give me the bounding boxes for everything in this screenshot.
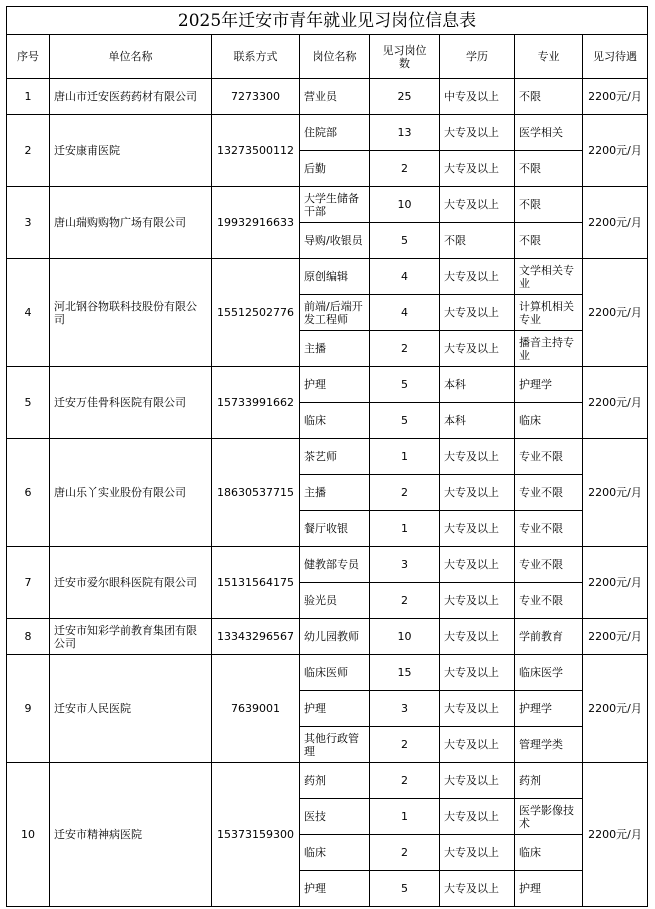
position-name: 原创编辑 — [300, 259, 370, 295]
education: 大专及以上 — [440, 439, 515, 475]
company-name: 迁安市知彩学前教育集团有限公司 — [50, 619, 212, 655]
education: 大专及以上 — [440, 511, 515, 547]
position-count: 2 — [370, 835, 440, 871]
education: 大专及以上 — [440, 871, 515, 907]
major: 学前教育 — [515, 619, 583, 655]
major: 药剂 — [515, 763, 583, 799]
row-number: 7 — [7, 547, 50, 619]
education: 本科 — [440, 403, 515, 439]
table-row — [7, 439, 648, 475]
education: 大专及以上 — [440, 151, 515, 187]
contact-phone: 18630537715 — [212, 439, 300, 547]
major: 文学相关专业 — [515, 259, 583, 295]
position-count: 2 — [370, 763, 440, 799]
position-count: 1 — [370, 799, 440, 835]
position-count: 5 — [370, 403, 440, 439]
major: 专业不限 — [515, 439, 583, 475]
treatment: 2200元/月 — [583, 367, 648, 439]
major: 专业不限 — [515, 583, 583, 619]
major: 医学相关 — [515, 115, 583, 151]
major: 医学影像技术 — [515, 799, 583, 835]
header-position: 岗位名称 — [300, 35, 370, 79]
education: 大专及以上 — [440, 727, 515, 763]
contact-phone: 15373159300 — [212, 763, 300, 907]
treatment: 2200元/月 — [583, 763, 648, 907]
education: 本科 — [440, 367, 515, 403]
major: 临床 — [515, 403, 583, 439]
education: 大专及以上 — [440, 547, 515, 583]
company-name: 唐山瑞购购物广场有限公司 — [50, 187, 212, 259]
table-row — [7, 763, 648, 799]
header-company: 单位名称 — [50, 35, 212, 79]
company-name: 唐山市迁安医药药材有限公司 — [50, 79, 212, 115]
header-treatment: 见习待遇 — [583, 35, 648, 79]
education: 大专及以上 — [440, 115, 515, 151]
education: 大专及以上 — [440, 799, 515, 835]
position-name: 幼儿园教师 — [300, 619, 370, 655]
contact-phone: 7639001 — [212, 655, 300, 763]
company-name: 迁安万佳骨科医院有限公司 — [50, 367, 212, 439]
table-row — [7, 115, 648, 151]
contact-phone: 15733991662 — [212, 367, 300, 439]
position-count: 5 — [370, 367, 440, 403]
row-number: 2 — [7, 115, 50, 187]
major: 管理学类 — [515, 727, 583, 763]
contact-phone: 7273300 — [212, 79, 300, 115]
header-count: 见习岗位数 — [370, 35, 440, 79]
table-row — [7, 619, 648, 655]
company-name: 河北钢谷物联科技股份有限公司 — [50, 259, 212, 367]
major: 不限 — [515, 79, 583, 115]
position-name: 前端/后端开发工程师 — [300, 295, 370, 331]
position-count: 15 — [370, 655, 440, 691]
position-count: 25 — [370, 79, 440, 115]
header-major: 专业 — [515, 35, 583, 79]
position-count: 10 — [370, 619, 440, 655]
position-name: 临床 — [300, 835, 370, 871]
position-name: 餐厅收银 — [300, 511, 370, 547]
position-name: 后勤 — [300, 151, 370, 187]
major: 护理 — [515, 871, 583, 907]
major: 专业不限 — [515, 475, 583, 511]
position-name: 验光员 — [300, 583, 370, 619]
row-number: 1 — [7, 79, 50, 115]
position-count: 2 — [370, 727, 440, 763]
company-name: 迁安康甫医院 — [50, 115, 212, 187]
major: 专业不限 — [515, 547, 583, 583]
contact-phone: 15512502776 — [212, 259, 300, 367]
position-name: 茶艺师 — [300, 439, 370, 475]
row-number: 8 — [7, 619, 50, 655]
table-row — [7, 547, 648, 583]
position-count: 13 — [370, 115, 440, 151]
position-count: 3 — [370, 547, 440, 583]
education: 大专及以上 — [440, 691, 515, 727]
major: 临床 — [515, 835, 583, 871]
row-number: 9 — [7, 655, 50, 763]
treatment: 2200元/月 — [583, 439, 648, 547]
position-name: 其他行政管理 — [300, 727, 370, 763]
education: 大专及以上 — [440, 475, 515, 511]
position-name: 护理 — [300, 691, 370, 727]
treatment: 2200元/月 — [583, 547, 648, 619]
table-row — [7, 259, 648, 295]
job-info-table — [6, 6, 648, 907]
education: 大专及以上 — [440, 331, 515, 367]
position-name: 营业员 — [300, 79, 370, 115]
position-count: 2 — [370, 151, 440, 187]
major: 计算机相关专业 — [515, 295, 583, 331]
contact-phone: 13273500112 — [212, 115, 300, 187]
treatment: 2200元/月 — [583, 187, 648, 259]
position-count: 3 — [370, 691, 440, 727]
major: 不限 — [515, 187, 583, 223]
row-number: 3 — [7, 187, 50, 259]
treatment: 2200元/月 — [583, 655, 648, 763]
education: 大专及以上 — [440, 583, 515, 619]
position-count: 4 — [370, 259, 440, 295]
position-name: 护理 — [300, 367, 370, 403]
major: 护理学 — [515, 691, 583, 727]
position-count: 10 — [370, 187, 440, 223]
position-name: 健教部专员 — [300, 547, 370, 583]
position-name: 住院部 — [300, 115, 370, 151]
position-name: 主播 — [300, 331, 370, 367]
table-body — [7, 79, 648, 907]
education: 大专及以上 — [440, 763, 515, 799]
treatment: 2200元/月 — [583, 79, 648, 115]
position-count: 1 — [370, 439, 440, 475]
position-count: 1 — [370, 511, 440, 547]
education: 大专及以上 — [440, 835, 515, 871]
major: 播音主持专业 — [515, 331, 583, 367]
table-title: 2025年迁安市青年就业见习岗位信息表 — [7, 7, 648, 35]
position-name: 护理 — [300, 871, 370, 907]
treatment: 2200元/月 — [583, 115, 648, 187]
major: 专业不限 — [515, 511, 583, 547]
treatment: 2200元/月 — [583, 619, 648, 655]
education: 大专及以上 — [440, 187, 515, 223]
position-name: 医技 — [300, 799, 370, 835]
company-name: 迁安市精神病医院 — [50, 763, 212, 907]
education: 大专及以上 — [440, 655, 515, 691]
treatment: 2200元/月 — [583, 259, 648, 367]
row-number: 10 — [7, 763, 50, 907]
table-row — [7, 79, 648, 115]
position-name: 大学生储备干部 — [300, 187, 370, 223]
header-no: 序号 — [7, 35, 50, 79]
row-number: 5 — [7, 367, 50, 439]
education: 大专及以上 — [440, 259, 515, 295]
table-row — [7, 367, 648, 403]
education: 中专及以上 — [440, 79, 515, 115]
position-count: 2 — [370, 331, 440, 367]
education: 不限 — [440, 223, 515, 259]
header-contact: 联系方式 — [212, 35, 300, 79]
company-name: 迁安市爱尔眼科医院有限公司 — [50, 547, 212, 619]
major: 不限 — [515, 223, 583, 259]
header-education: 学历 — [440, 35, 515, 79]
position-name: 导购/收银员 — [300, 223, 370, 259]
position-count: 2 — [370, 583, 440, 619]
company-name: 唐山乐丫实业股份有限公司 — [50, 439, 212, 547]
table-row — [7, 187, 648, 223]
row-number: 4 — [7, 259, 50, 367]
major: 护理学 — [515, 367, 583, 403]
row-number: 6 — [7, 439, 50, 547]
table-row — [7, 655, 648, 691]
position-name: 临床医师 — [300, 655, 370, 691]
position-count: 4 — [370, 295, 440, 331]
company-name: 迁安市人民医院 — [50, 655, 212, 763]
education: 大专及以上 — [440, 295, 515, 331]
education: 大专及以上 — [440, 619, 515, 655]
major: 临床医学 — [515, 655, 583, 691]
major: 不限 — [515, 151, 583, 187]
position-count: 5 — [370, 871, 440, 907]
position-name: 临床 — [300, 403, 370, 439]
contact-phone: 15131564175 — [212, 547, 300, 619]
contact-phone: 19932916633 — [212, 187, 300, 259]
contact-phone: 13343296567 — [212, 619, 300, 655]
position-count: 2 — [370, 475, 440, 511]
position-name: 主播 — [300, 475, 370, 511]
position-count: 5 — [370, 223, 440, 259]
position-name: 药剂 — [300, 763, 370, 799]
